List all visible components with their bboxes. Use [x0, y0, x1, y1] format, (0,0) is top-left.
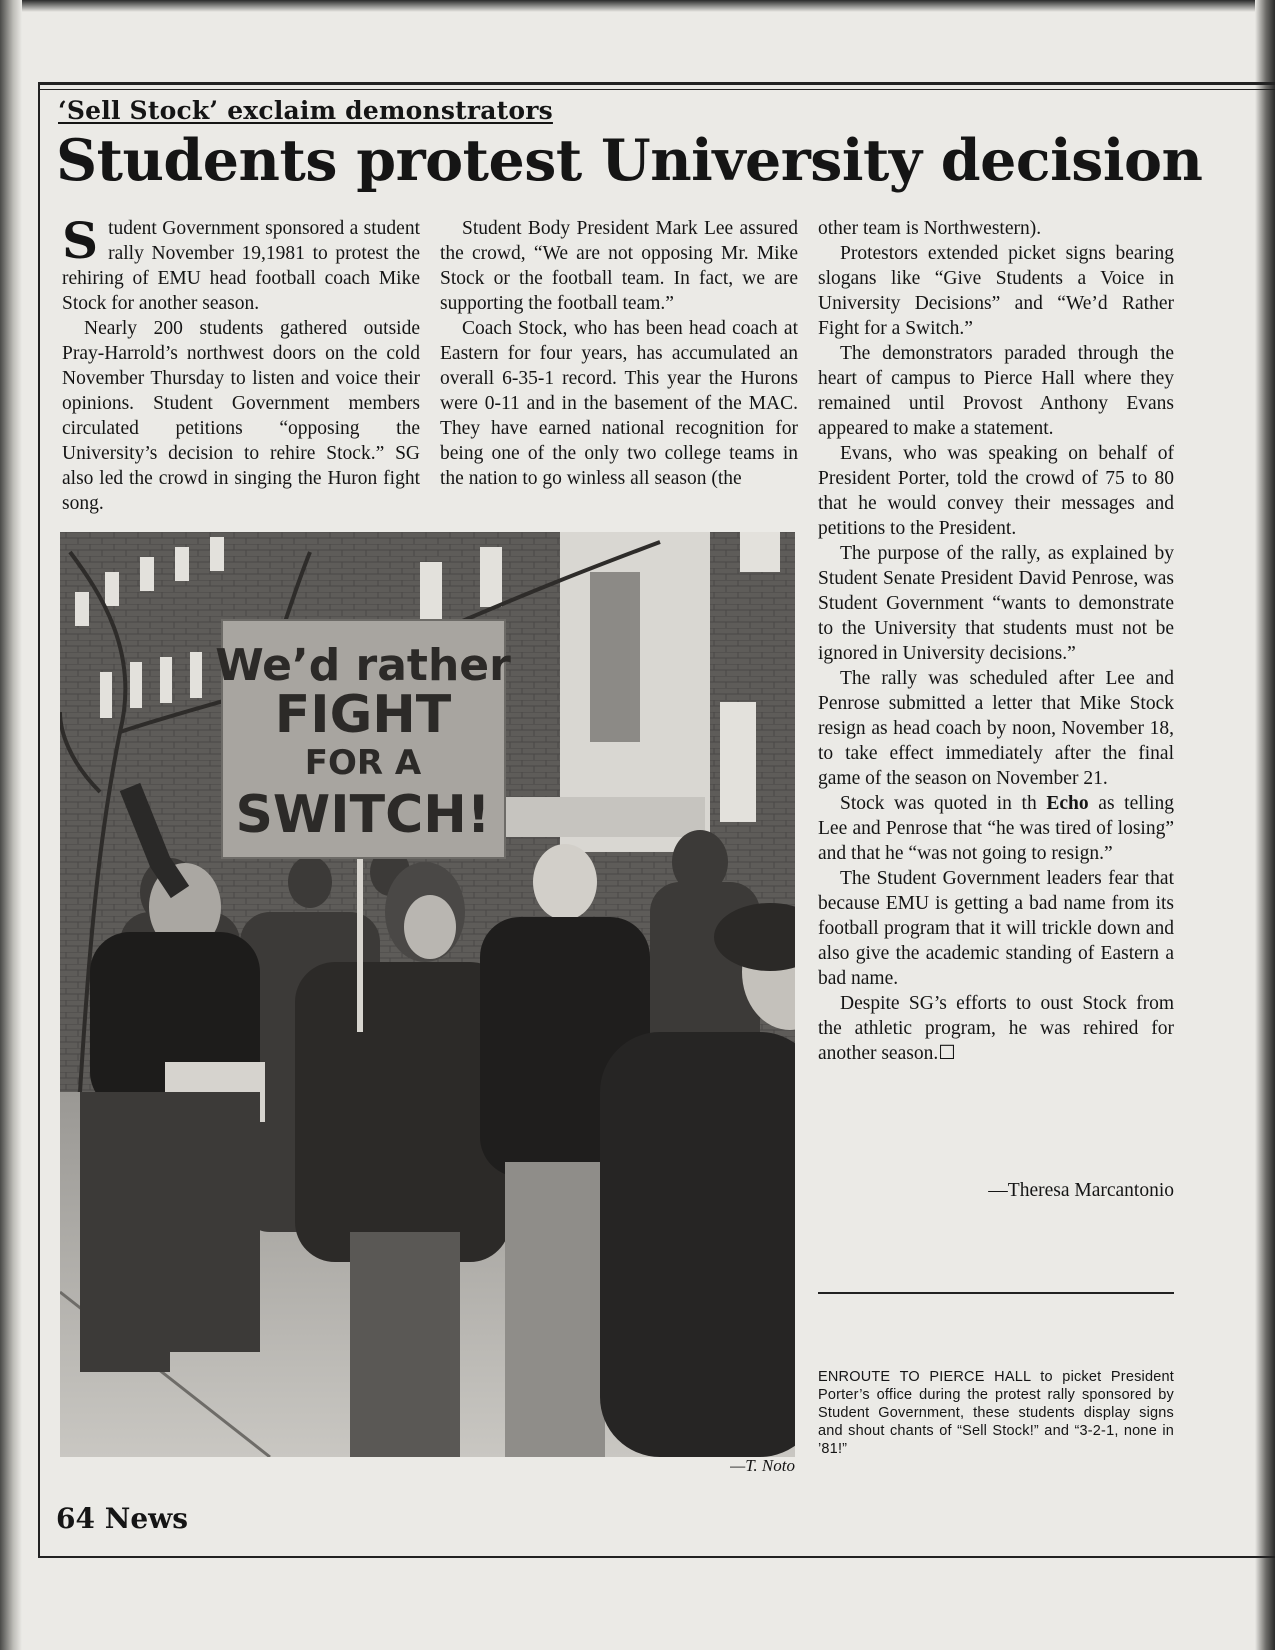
end-mark-icon: ☐ [938, 1043, 956, 1064]
paragraph-3: Student Body President Mark Lee assured the crowd, “We are not opposing Mr. Mike Stock or the football team. In fact, we are supporting the football team.” [440, 218, 798, 314]
sign-line-1: We’d rather [215, 640, 511, 691]
echo-publication-name: Echo [1046, 793, 1089, 814]
header-rule-thin [38, 89, 1275, 90]
paragraph-8: The purpose of the rally, as explained by Student Senate President David Penrose, was Student Government “wants to demonstrate to the University that students must not be ignored in University decisions.” [818, 543, 1174, 664]
byline: —Theresa Marcantonio [988, 1180, 1174, 1201]
article-column-3 [818, 216, 1174, 1066]
paragraph-4: Coach Stock, who has been head coach at Eastern for four years, has accumulated an overall 6-35-1 record. This year the Hurons were 0-11 and in the basement of the MAC. They have earned national recognition for being one of the only two college teams in the nation to go winless all season (the [440, 318, 798, 489]
paragraph-6: The demonstrators paraded through the heart of campus to Pierce Hall where they remained until Provost Anthony Evans appeared to make a statement. [818, 343, 1174, 439]
drop-cap: S [62, 211, 99, 270]
paragraph-4-continued: other team is Northwestern). [818, 218, 1042, 239]
paragraph-2: Nearly 200 students gathered outside Pray-Harrold’s northwest doors on the cold November Thursday to listen and voice their opinions. Student Government members circulated petitions “opposing the University’s decision to rehire Stock.” SG also led the crowd in singing the Huron fight song. [62, 318, 420, 514]
scan-top-edge [0, 0, 1275, 12]
sign-line-4: SWITCH! [235, 785, 491, 845]
paragraph-9: The rally was scheduled after Lee and Penrose submitted a letter that Mike Stock resign as head coach by noon, November 18, to take effect immediately after the final game of the season on November 21. [818, 668, 1174, 789]
section-name: News [104, 1502, 188, 1535]
paragraph-1 [62, 211, 420, 316]
article-column-2 [440, 216, 798, 491]
sign-line-3: FOR A [304, 743, 422, 783]
paragraph-12 [818, 991, 1174, 1066]
paragraph-5: Protestors extended picket signs bearing slogans like “Give Students a Voice in University Decisions” and “We’d Rather Fight for a Switch.” [818, 243, 1174, 339]
article-column-1 [62, 211, 420, 516]
headline: Students protest University decision [56, 127, 1203, 194]
paragraph-10 [818, 791, 1174, 866]
photo-caption: ENROUTE TO PIERCE HALL to picket President Porter’s office during the protest rally sponsored by Student Government, these students display signs and shout chants of “Sell Stock!” and “3-2-1, none in ’81!” [818, 1369, 1174, 1457]
page-number: 64 [56, 1502, 95, 1535]
paragraph-10-text-a: Stock was quoted in th [840, 793, 1047, 814]
protest-photo [60, 532, 795, 1457]
header-rule [38, 82, 1275, 85]
caption-rule [818, 1292, 1174, 1294]
protest-sign [215, 620, 511, 858]
sign-line-2: FIGHT [274, 685, 452, 745]
paragraph-12-text: Despite SG’s efforts to oust Stock from the athletic program, he was rehired for another season. [818, 993, 1174, 1064]
paragraph-1-text: tudent Government sponsored a student rally November 19,1981 to protest the rehiring of EMU head football coach Mike Stock for another season. [62, 218, 420, 314]
paragraph-7: Evans, who was speaking on behalf of President Porter, told the crowd of 75 to 80 that he would convey their messages and petitions to the President. [818, 443, 1174, 539]
folio [56, 1502, 188, 1535]
paragraph-10-text-b: as telling Lee and Penrose that “he was tired of losing” and that he “was not going to resign.” [818, 793, 1174, 864]
photo-credit: —T. Noto [730, 1456, 795, 1475]
scan-left-edge [0, 0, 22, 1650]
paragraph-11: The Student Government leaders fear that because EMU is getting a bad name from its football program that it will trickle down and also give the academic standing of Eastern a bad name. [818, 868, 1174, 989]
kicker: ‘Sell Stock’ exclaim demonstrators [58, 96, 553, 125]
